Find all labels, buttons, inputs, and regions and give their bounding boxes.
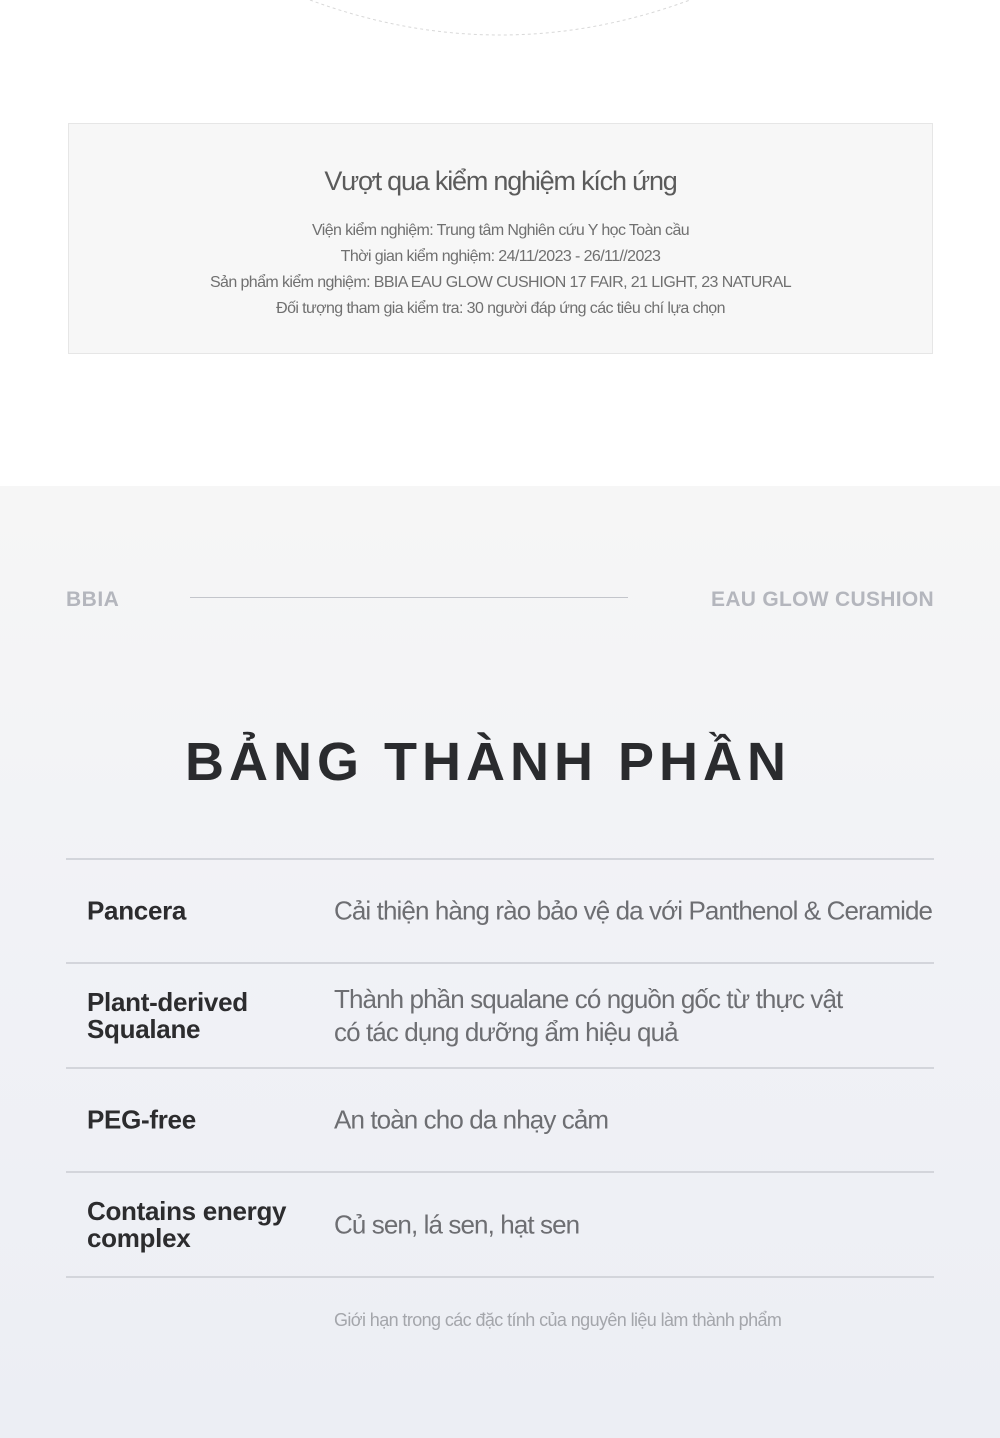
ingredient-name-line: PEG-free — [87, 1104, 196, 1135]
ingredient-row — [66, 1069, 934, 1173]
brand-divider — [190, 597, 628, 598]
ingredient-desc-line: Cải thiện hàng rào bảo vệ da với Panthenol & Ceramide — [334, 895, 933, 926]
ingredient-desc-line: có tác dụng dưỡng ẩm hiệu quả — [334, 1016, 678, 1047]
ingredient-description — [334, 1208, 934, 1241]
ingredient-desc-line: An toàn cho da nhạy cảm — [334, 1104, 609, 1135]
test-details — [69, 218, 932, 322]
ingredient-name — [87, 1195, 317, 1253]
ingredient-name — [87, 986, 317, 1044]
ingredient-name — [87, 895, 317, 926]
ingredient-desc-line: Củ sen, lá sen, hạt sen — [334, 1209, 580, 1239]
ingredients-table — [66, 858, 934, 1278]
ingredient-name-line: complex — [87, 1222, 191, 1253]
brand-name: BBIA — [66, 588, 120, 611]
ingredient-desc-line: Thành phần squalane có nguồn gốc từ thực vật — [334, 983, 843, 1014]
ingredient-name — [87, 1104, 317, 1135]
ingredients-title: BẢNG THÀNH PHẦN — [185, 732, 791, 792]
ingredient-row — [66, 860, 934, 964]
ingredients-section — [0, 486, 1000, 1438]
ingredient-name-line: Squalane — [87, 1013, 201, 1044]
test-subjects: Đối tượng tham gia kiểm tra: 30 người đáp ứng các tiêu chí lựa chọn — [276, 300, 725, 317]
ingredient-name-line: Plant-derived — [87, 986, 248, 1017]
ingredient-name-line: Pancera — [87, 895, 187, 926]
ingredient-description — [334, 983, 934, 1049]
ingredients-footnote: Giới hạn trong các đặc tính của nguyên liệu làm thành phẩm — [334, 1310, 782, 1330]
ingredient-row — [66, 1173, 934, 1278]
ingredient-description — [334, 1104, 934, 1137]
ingredient-row — [66, 964, 934, 1069]
ingredient-name-line: Contains energy — [87, 1195, 287, 1226]
irritation-test-section — [0, 0, 1000, 486]
test-period: Thời gian kiểm nghiệm: 24/11/2023 - 26/11//2023 — [340, 248, 661, 265]
test-products: Sản phẩm kiểm nghiệm: BBIA EAU GLOW CUSHION 17 FAIR, 21 LIGHT, 23 NATURAL — [209, 274, 791, 291]
decorative-arc — [0, 0, 1000, 40]
ingredient-description — [334, 895, 934, 928]
product-name: EAU GLOW CUSHION — [711, 588, 934, 611]
test-institute: Viện kiểm nghiệm: Trung tâm Nghiên cứu Y học Toàn cầu — [311, 222, 690, 239]
test-title: Vượt qua kiểm nghiệm kích ứng — [324, 166, 677, 196]
irritation-test-box — [68, 123, 933, 354]
